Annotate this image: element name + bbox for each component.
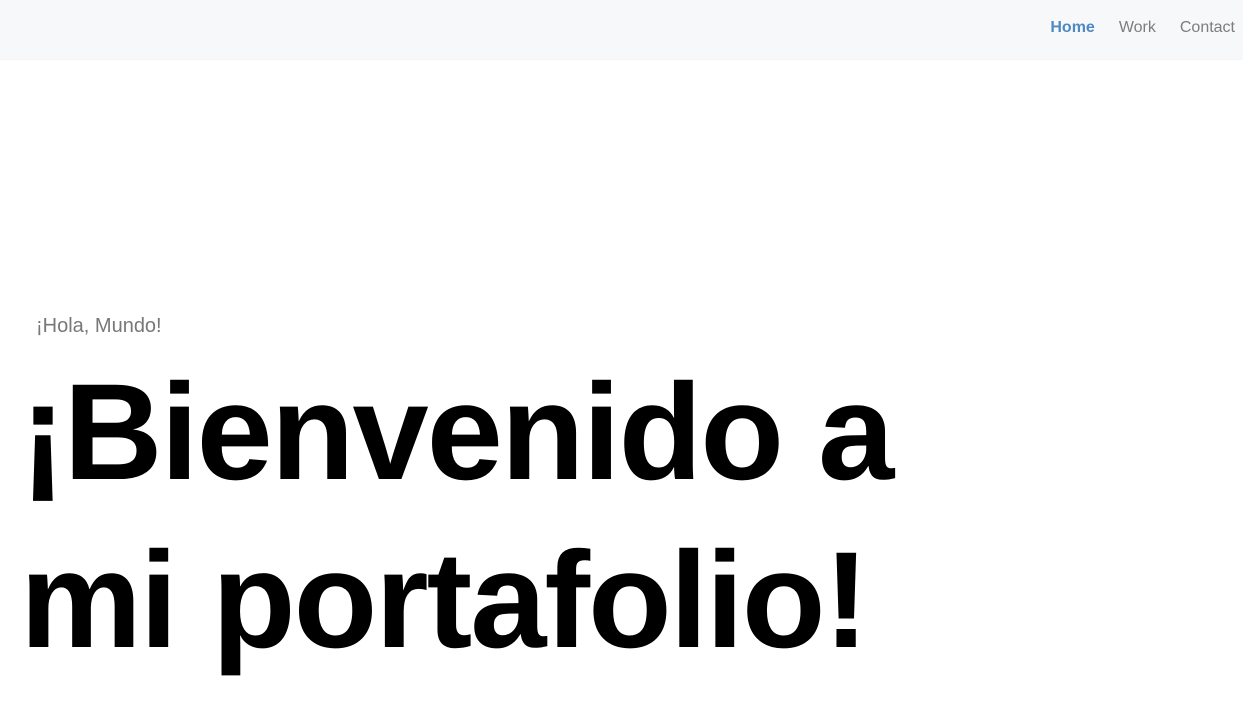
headline-line-2: mi portafolio!	[20, 524, 868, 677]
headline-line-1: ¡Bienvenido a	[20, 356, 893, 509]
top-navbar	[0, 0, 1243, 59]
nav-links	[1050, 0, 1235, 56]
hero-headline	[20, 349, 920, 685]
hero-greeting: ¡Hola, Mundo!	[36, 315, 162, 337]
nav-contact-link[interactable]: Contact	[1179, 19, 1235, 36]
nav-home-link[interactable]: Home	[1050, 19, 1095, 36]
nav-work-link[interactable]: Work	[1118, 19, 1156, 36]
hero-section	[0, 59, 1243, 708]
